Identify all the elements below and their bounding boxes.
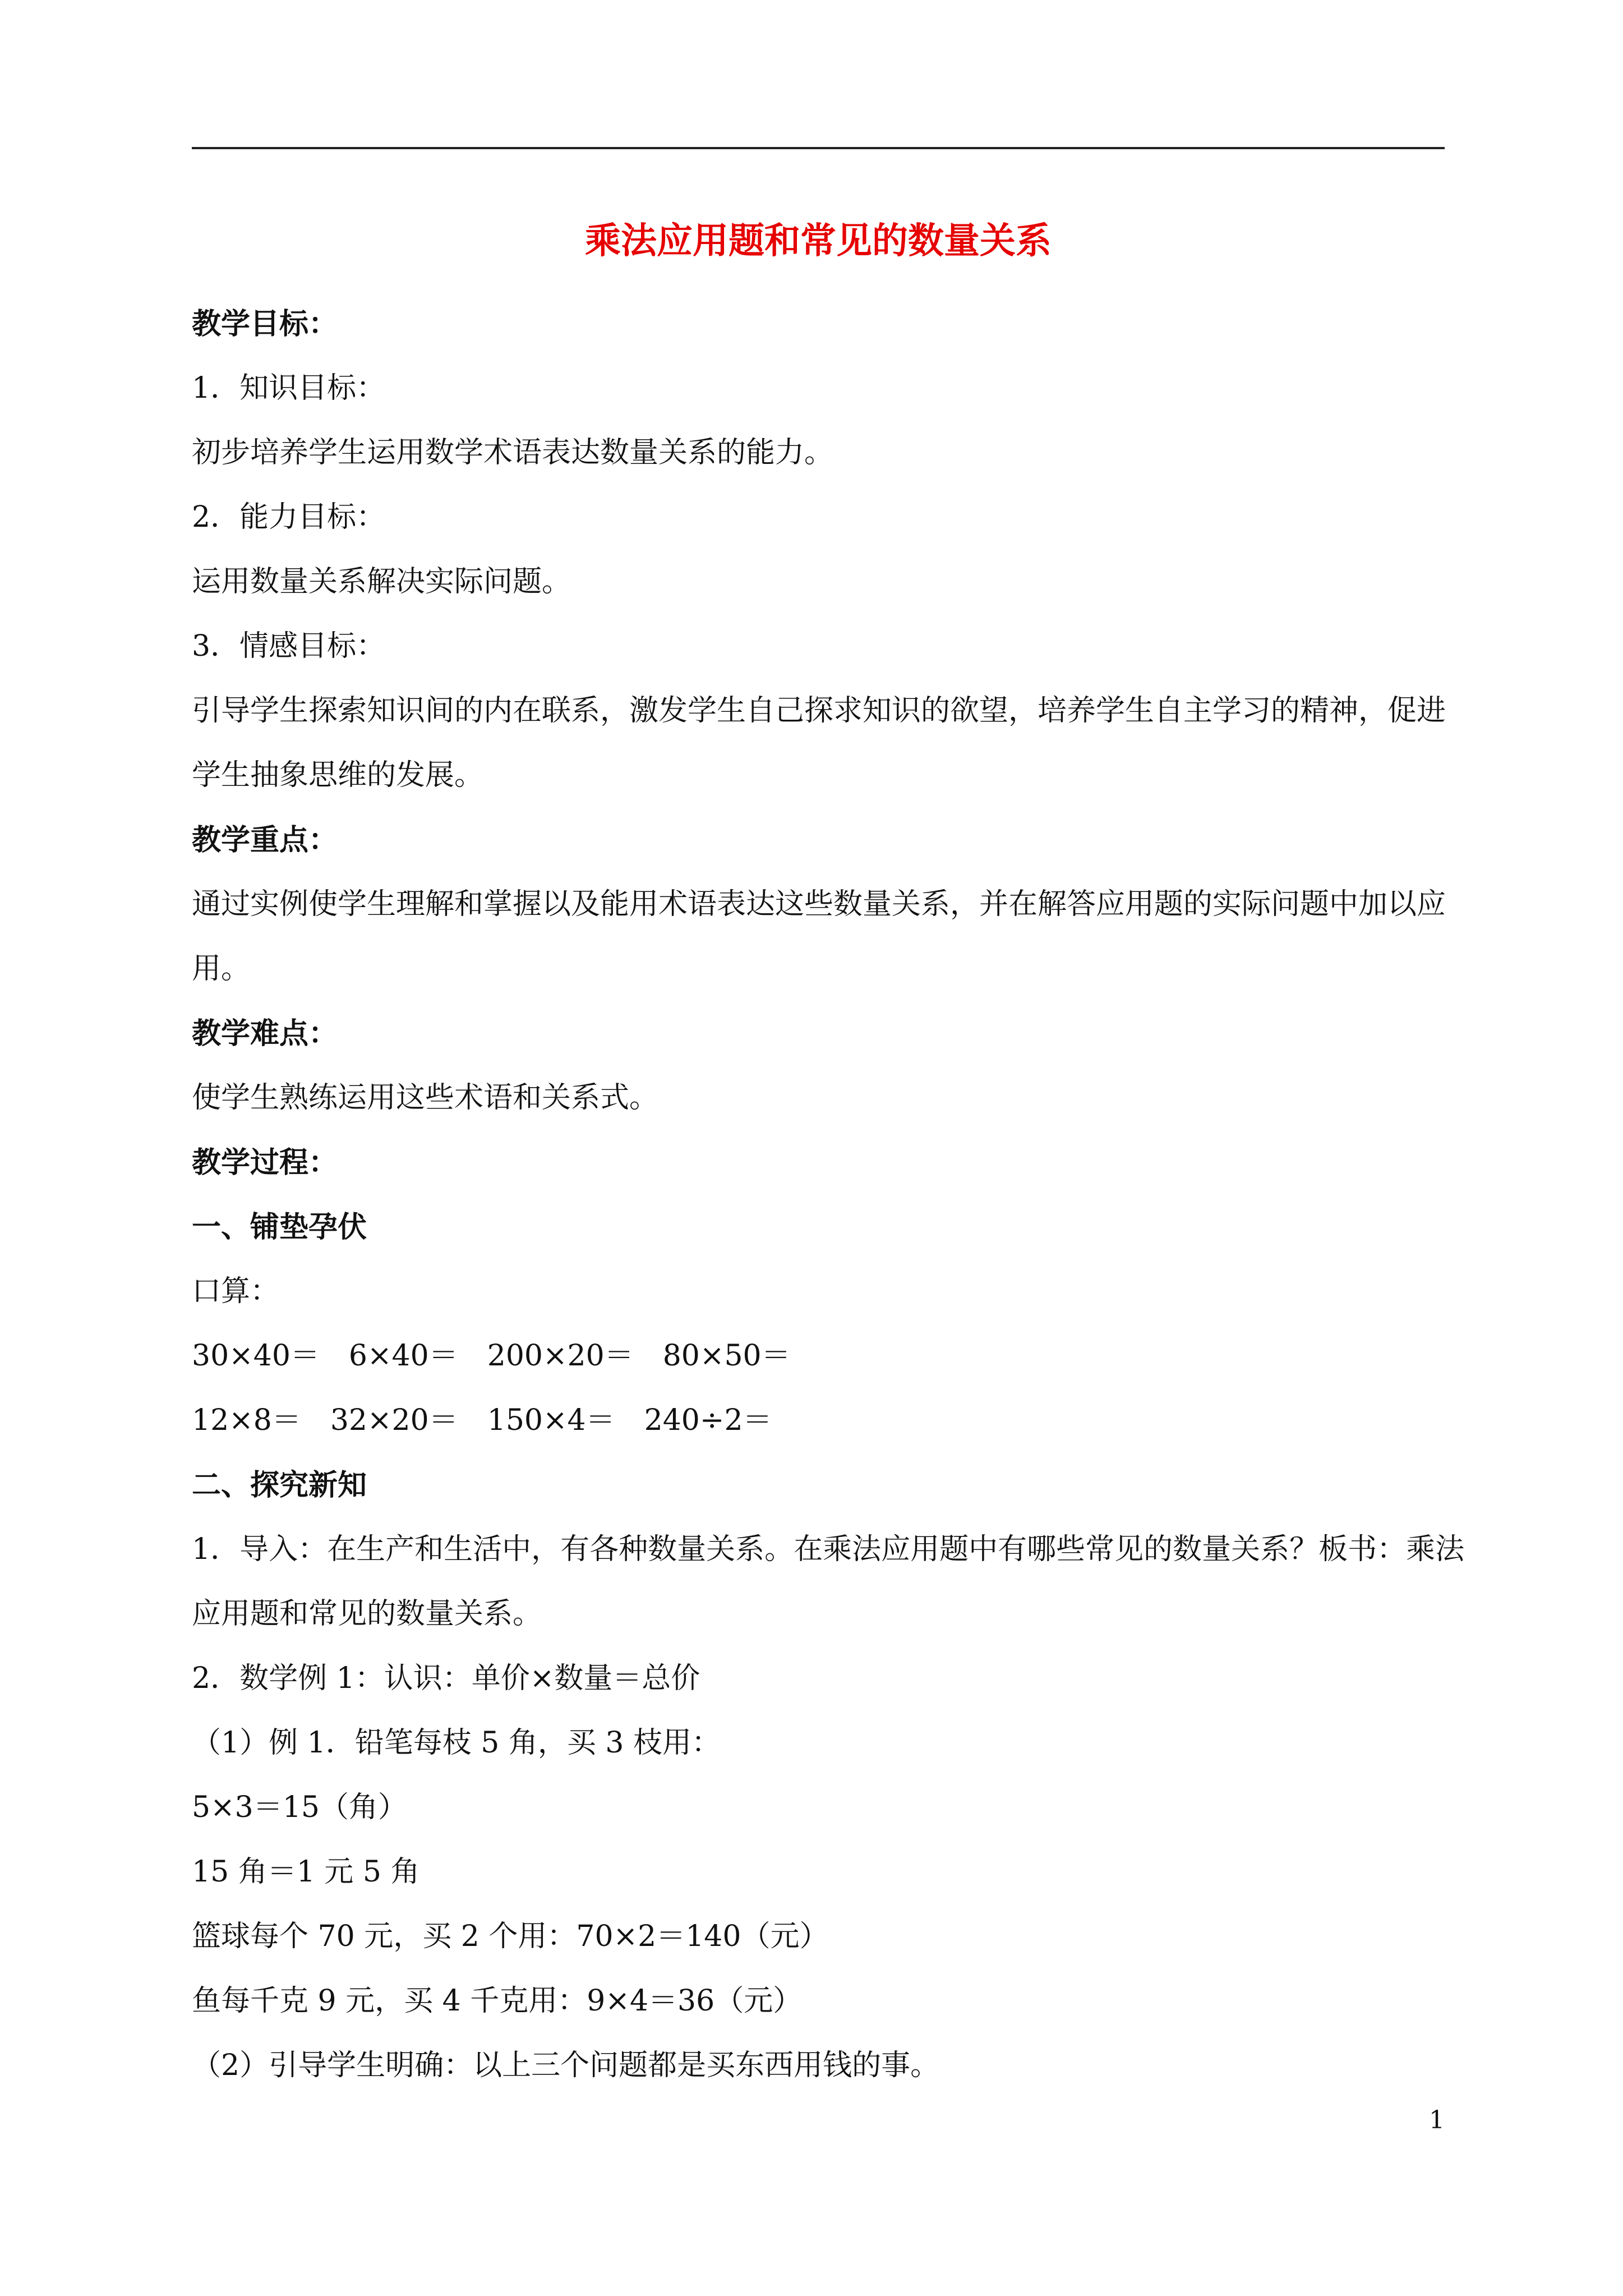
paragraph-line: 用。	[192, 952, 251, 986]
section-heading: 教学难点：	[192, 1016, 338, 1051]
section-heading: 教学重点：	[192, 823, 338, 857]
paragraph-line: 1．导入：在生产和生活中，有各种数量关系。在乘法应用题中有哪些常见的数量关系？板书：乘法	[192, 1533, 1465, 1566]
paragraph-line: 引导学生探索知识间的内在联系，激发学生自己探求知识的欲望，培养学生自主学习的精神，促进	[192, 694, 1446, 728]
header-rule	[192, 147, 1445, 149]
paragraph-line: 学生抽象思维的发展。	[192, 758, 484, 792]
section-heading: 一、铺垫孕伏	[192, 1210, 367, 1244]
paragraph-line: 通过实例使学生理解和掌握以及能用术语表达这些数量关系，并在解答应用题的实际问题中加以应	[192, 887, 1446, 921]
section-heading: 二、探究新知	[192, 1468, 367, 1502]
paragraph-line: 篮球每个 70 元，买 2 个用：70×2＝140（元）	[192, 1920, 829, 1953]
page-number: 1	[1429, 2106, 1445, 2134]
paragraph-line: 运用数量关系解决实际问题。	[192, 565, 571, 599]
document-title: 乘法应用题和常见的数量关系	[585, 220, 1052, 262]
paragraph-line: 鱼每千克 9 元，买 4 千克用：9×4＝36（元）	[192, 1984, 803, 2018]
paragraph-line: 初步培养学生运用数学术语表达数量关系的能力。	[192, 436, 834, 470]
section-heading: 教学目标：	[192, 307, 338, 341]
paragraph-line: 口算：	[192, 1274, 280, 1308]
paragraph-line: 3．情感目标：	[192, 629, 386, 663]
paragraph-line: 1．知识目标：	[192, 371, 386, 405]
paragraph-line: 使学生熟练运用这些术语和关系式。	[192, 1081, 659, 1115]
paragraph-line: 5×3＝15（角）	[192, 1791, 407, 1824]
paragraph-line: 30×40＝ 6×40＝ 200×20＝ 80×50＝	[192, 1339, 791, 1373]
paragraph-line: （2）引导学生明确：以上三个问题都是买东西用钱的事。	[192, 2049, 940, 2082]
document-body	[192, 292, 1465, 2098]
paragraph-line: 15 角＝1 元 5 角	[192, 1855, 420, 1889]
paragraph-line: 12×8＝ 32×20＝ 150×4＝ 240÷2＝	[192, 1404, 772, 1437]
paragraph-line: （1）例 1．铅笔每枝 5 角，买 3 枝用：	[192, 1726, 721, 1760]
section-heading: 教学过程：	[192, 1145, 338, 1180]
paragraph-line: 应用题和常见的数量关系。	[192, 1597, 542, 1631]
paragraph-line: 2．能力目标：	[192, 500, 386, 534]
paragraph-line: 2．数学例 1：认识：单价×数量＝总价	[192, 1662, 700, 1695]
